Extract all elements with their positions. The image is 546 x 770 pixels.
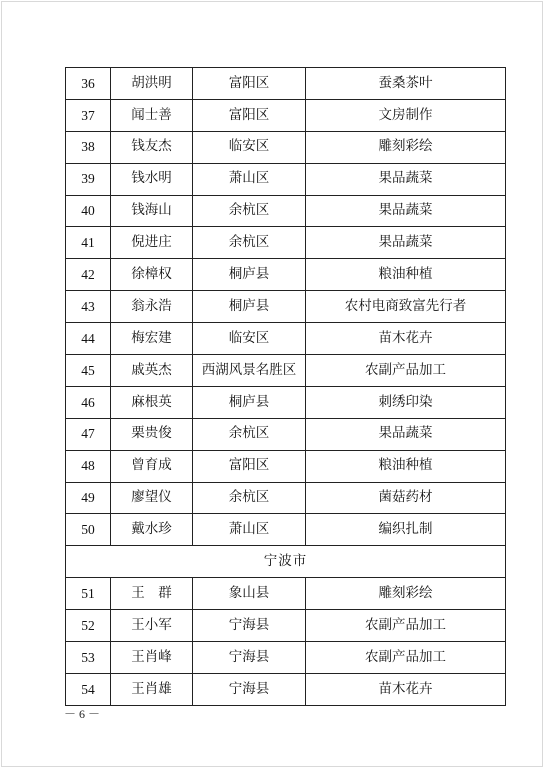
row-number: 43 xyxy=(66,291,111,323)
roster-body xyxy=(66,68,506,706)
person-name: 王肖雄 xyxy=(111,673,193,705)
row-number: 42 xyxy=(66,259,111,291)
district: 余杭区 xyxy=(193,418,306,450)
table-row xyxy=(66,482,506,514)
craft-category: 雕刻彩绘 xyxy=(306,578,506,610)
person-name: 廖望仪 xyxy=(111,482,193,514)
person-name: 闻士善 xyxy=(111,99,193,131)
table-row xyxy=(66,673,506,705)
craft-category: 编织扎制 xyxy=(306,514,506,546)
row-number: 53 xyxy=(66,642,111,674)
district: 宁海县 xyxy=(193,673,306,705)
person-name: 戚英杰 xyxy=(111,355,193,387)
table-row xyxy=(66,323,506,355)
person-name: 曾育成 xyxy=(111,450,193,482)
craft-category: 菌菇药材 xyxy=(306,482,506,514)
craft-category: 果品蔬菜 xyxy=(306,163,506,195)
page-number: － 6 － xyxy=(64,707,101,721)
table-row xyxy=(66,68,506,100)
row-number: 37 xyxy=(66,99,111,131)
row-number: 45 xyxy=(66,355,111,387)
person-name: 王肖峰 xyxy=(111,642,193,674)
person-name: 戴水珍 xyxy=(111,514,193,546)
table-row xyxy=(66,514,506,546)
district: 桐庐县 xyxy=(193,386,306,418)
section-heading-ningbo: 宁波市 xyxy=(66,546,506,578)
row-number: 54 xyxy=(66,673,111,705)
craft-category: 农村电商致富先行者 xyxy=(306,291,506,323)
craft-category: 苗木花卉 xyxy=(306,673,506,705)
person-name: 麻根英 xyxy=(111,386,193,418)
district: 西湖风景名胜区 xyxy=(193,355,306,387)
table-row xyxy=(66,163,506,195)
district: 象山县 xyxy=(193,578,306,610)
row-number: 39 xyxy=(66,163,111,195)
district: 余杭区 xyxy=(193,227,306,259)
craft-category: 雕刻彩绘 xyxy=(306,131,506,163)
person-name: 钱友杰 xyxy=(111,131,193,163)
district: 余杭区 xyxy=(193,195,306,227)
row-number: 51 xyxy=(66,578,111,610)
district: 富阳区 xyxy=(193,450,306,482)
table-row xyxy=(66,195,506,227)
person-name: 翁永浩 xyxy=(111,291,193,323)
row-number: 48 xyxy=(66,450,111,482)
person-name: 钱水明 xyxy=(111,163,193,195)
roster-table xyxy=(65,67,506,706)
person-name: 倪进庄 xyxy=(111,227,193,259)
row-number: 50 xyxy=(66,514,111,546)
craft-category: 蚕桑茶叶 xyxy=(306,68,506,100)
craft-category: 农副产品加工 xyxy=(306,642,506,674)
craft-category: 农副产品加工 xyxy=(306,355,506,387)
section-row xyxy=(66,546,506,578)
person-name: 梅宏建 xyxy=(111,323,193,355)
craft-category: 果品蔬菜 xyxy=(306,227,506,259)
person-name: 王小军 xyxy=(111,610,193,642)
table-row xyxy=(66,642,506,674)
district: 临安区 xyxy=(193,323,306,355)
table-row xyxy=(66,99,506,131)
district: 萧山区 xyxy=(193,163,306,195)
table-row xyxy=(66,450,506,482)
table-row xyxy=(66,291,506,323)
craft-category: 刺绣印染 xyxy=(306,386,506,418)
person-name: 徐樟权 xyxy=(111,259,193,291)
district: 临安区 xyxy=(193,131,306,163)
person-name: 王 群 xyxy=(111,578,193,610)
district: 桐庐县 xyxy=(193,259,306,291)
district: 桐庐县 xyxy=(193,291,306,323)
craft-category: 粮油种植 xyxy=(306,259,506,291)
craft-category: 文房制作 xyxy=(306,99,506,131)
craft-category: 农副产品加工 xyxy=(306,610,506,642)
row-number: 46 xyxy=(66,386,111,418)
district: 宁海县 xyxy=(193,642,306,674)
row-number: 47 xyxy=(66,418,111,450)
table-row xyxy=(66,227,506,259)
person-name: 胡洪明 xyxy=(111,68,193,100)
table-row xyxy=(66,386,506,418)
row-number: 41 xyxy=(66,227,111,259)
table-row xyxy=(66,131,506,163)
craft-category: 粮油种植 xyxy=(306,450,506,482)
table-row xyxy=(66,610,506,642)
craft-category: 果品蔬菜 xyxy=(306,418,506,450)
table-row xyxy=(66,418,506,450)
row-number: 36 xyxy=(66,68,111,100)
craft-category: 苗木花卉 xyxy=(306,323,506,355)
row-number: 38 xyxy=(66,131,111,163)
person-name: 钱海山 xyxy=(111,195,193,227)
district: 宁海县 xyxy=(193,610,306,642)
row-number: 52 xyxy=(66,610,111,642)
district: 余杭区 xyxy=(193,482,306,514)
district: 富阳区 xyxy=(193,99,306,131)
craft-category: 果品蔬菜 xyxy=(306,195,506,227)
person-name: 栗贵俊 xyxy=(111,418,193,450)
row-number: 44 xyxy=(66,323,111,355)
table-row xyxy=(66,259,506,291)
district: 富阳区 xyxy=(193,68,306,100)
district: 萧山区 xyxy=(193,514,306,546)
row-number: 49 xyxy=(66,482,111,514)
table-row xyxy=(66,578,506,610)
table-row xyxy=(66,355,506,387)
row-number: 40 xyxy=(66,195,111,227)
